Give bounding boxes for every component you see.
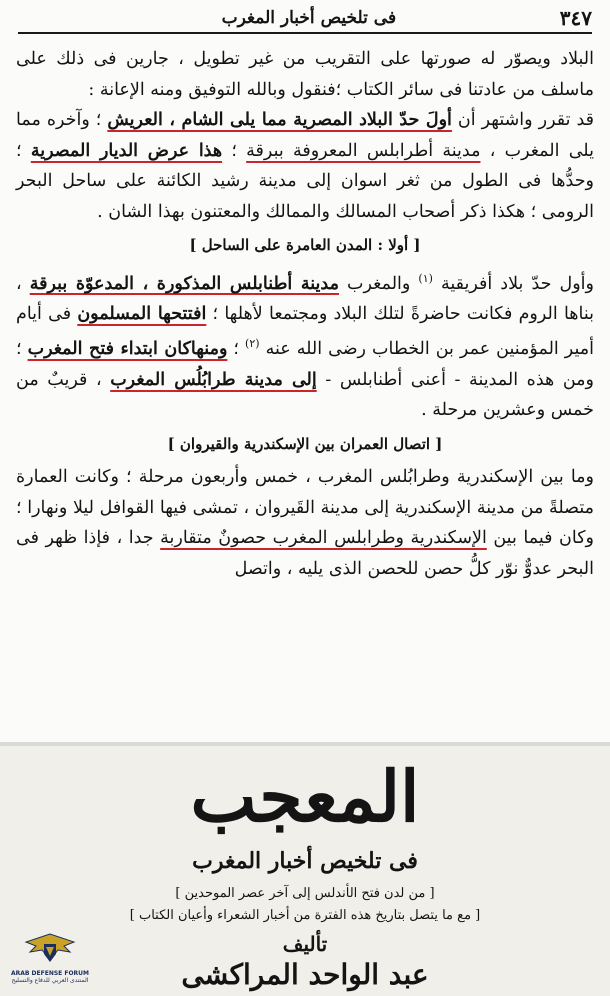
p3-text-b: والمغرب	[338, 273, 419, 294]
p3-text-a: وأول حدّ بلاد أفريقية	[432, 273, 594, 294]
watermark-name: ARAB DEFENSE FORUM	[10, 970, 90, 977]
footnote-ref-2: (٢)	[245, 337, 260, 351]
cover-title: المعجب	[190, 755, 420, 838]
paragraph-3	[16, 264, 594, 426]
p2-underlined-1: أولَ حدّ البلاد المصرية مما يلى الشام ، العريش	[107, 110, 452, 130]
p2-text-d: ؛ وحدُّها فى الطول من ثغر اسوان إلى مدينة رشيد الكائنة على ساحل البحر الرومى ؛ هكذا ذكر أصحاب المسالك والممالك والمعتنون بهذا الشان .	[16, 140, 594, 222]
cover-scope-line-1: [ من لدن فتح الأندلس إلى آخر عصر الموحدين ]	[175, 886, 435, 901]
cover-author-label: تأليف	[282, 932, 328, 956]
cover-subtitle: فى تلخيص أخبار المغرب	[192, 848, 418, 874]
p3-underlined-3: ومنهاكان ابتداء فتح المغرب	[27, 339, 228, 360]
p4-text-a: وما بين الإسكندرية وطرابُلس المغرب ، خمس وأربعون مرحلة ؛ وكانت العمارة متصلةً من مدينة الإسكندرية إلى مدينة القَيروان ، تمشى فيها القوافل ليلا ونهارا ؛ وكان فيما بين	[16, 467, 594, 549]
p2-underlined-3: هذا عرض الديار المصرية	[30, 140, 223, 161]
p2-underlined-2: مدينة أطرابلس المعروفة ببرقة	[246, 140, 481, 161]
page-number: ٣٤٧	[559, 6, 592, 30]
paragraph-4	[16, 462, 594, 584]
p2-text-c: ؛	[222, 140, 247, 161]
p3-text-f: ؛ ومن هذه المدينة - أعنى أطنابلس -	[16, 339, 594, 390]
p3-text-d: فى أيام أمير المؤمنين عمر بن الخطاب رضى الله عنه	[16, 303, 594, 360]
p3-underlined-2: افتتحها المسلمون	[77, 303, 207, 324]
eagle-shield-icon	[22, 930, 78, 970]
p4-underlined-1: الإسكندرية وطرابلس المغرب حصونٌ متقاربة	[160, 528, 487, 549]
forum-watermark-logo	[4, 930, 96, 994]
watermark-arabic: المنتدى العربي للدفاع والتسليح	[11, 977, 89, 984]
section-heading-1: [ أولا : المدن العامرة على الساحل ]	[189, 236, 421, 254]
p3-text-c: ، بناها الروم فكانت حاضرةً لتلك البلاد ومجتمعا لأهلها ؛	[16, 273, 594, 324]
p2-text-a: قد تقرر واشتهر أن	[451, 110, 595, 130]
page-header	[18, 4, 592, 34]
paragraph-1: البلاد ويصوّر له صورتها على التقريب من غير تطويل ، جارين فى ذلك على ماسلف من عادتنا فى سائر الكتاب ؛فنقول وبالله التوفيق ومنه الإعانة :	[16, 49, 594, 100]
p2-text-b: ؛ وآخره مما يلى المغرب ،	[16, 110, 594, 161]
p3-underlined-4: إلى مدينة طرابُلُس المغرب	[110, 369, 317, 390]
section-heading-2: [ اتصال العمران بين الإسكندرية والقيروان ]	[167, 434, 443, 453]
p3-text-e: ؛	[227, 339, 246, 360]
running-title: فى تلخيص أخبار المغرب	[221, 8, 397, 28]
p3-text-g: ، قريبٌ من خمس وعشرين مرحلة .	[16, 369, 594, 421]
cover-scope-line-2: [ مع ما يتصل بتاريخ هذه الفترة من أخبار الشعراء وأعيان الكتاب ]	[129, 908, 481, 923]
paragraph-2	[16, 105, 594, 227]
p4-text-b: جدا ، فإذا ظهر فى البحر عدوٌّ نوّر كلُّ حصن للحصن الذى يليه ، واتصل	[16, 528, 594, 579]
cover-author: عبد الواحد المراكشى	[181, 958, 429, 991]
body-text	[16, 44, 594, 584]
p3-underlined-1: مدينة أطنابلس المذكورة ، المدعوّة ببرقة	[29, 273, 339, 294]
footnote-ref-1: (١)	[418, 271, 433, 285]
